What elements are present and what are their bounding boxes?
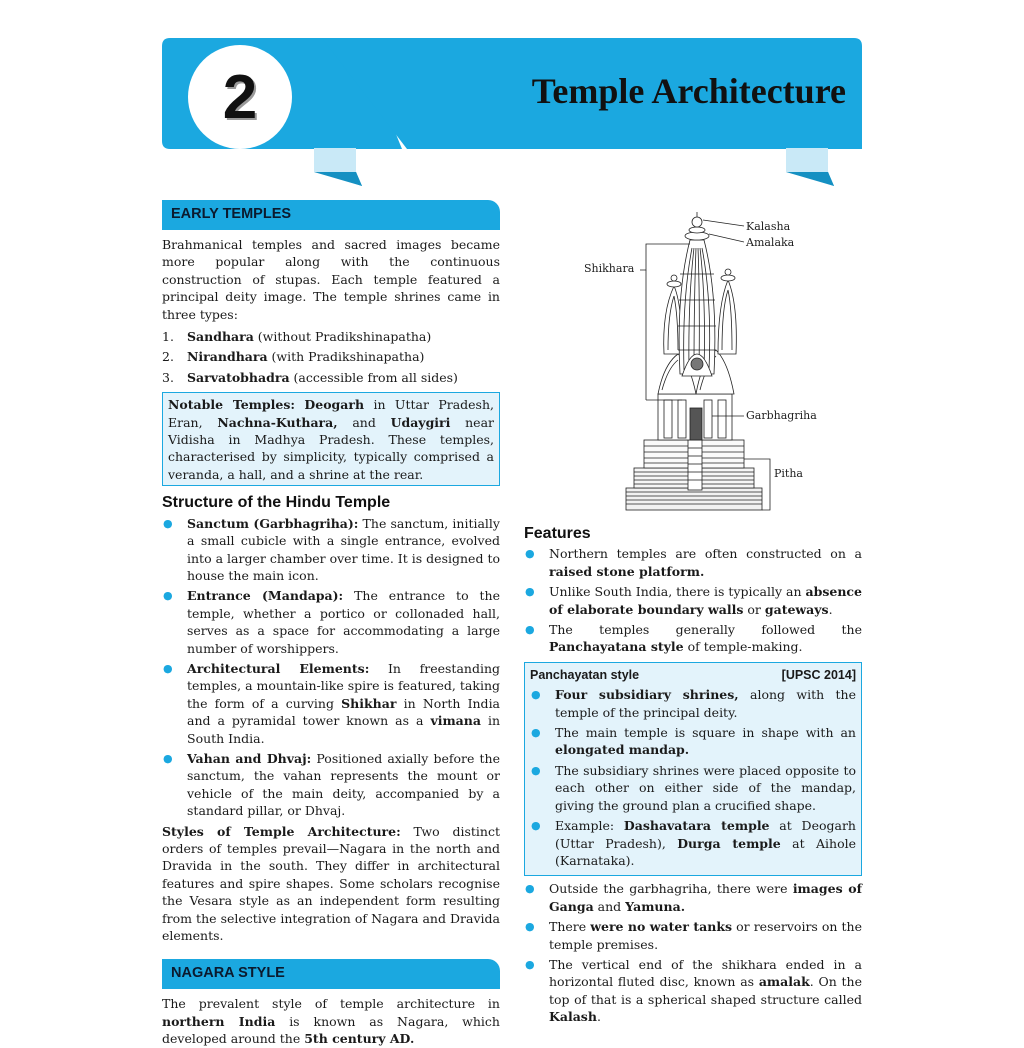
bullet-icon: ● xyxy=(525,882,535,896)
label-kalasha: Kalasha xyxy=(746,220,791,233)
bullet-icon: ● xyxy=(531,726,541,740)
nagara-paragraph: The prevalent style of temple architecture in northern India is known as Nagara, which developed around the 5th century AD. xyxy=(162,996,500,1047)
notable-temples-box: Notable Temples: Deogarh in Uttar Pradesh, Eran, Nachna-Kuthara, and Udaygiri near Vidisha in Madhya Pradesh. These temples, characterised by simplicity, typically comprised a veranda, a hall, and a shrine at the rear. xyxy=(162,392,500,486)
right-column xyxy=(524,525,862,1029)
bullet-icon: ● xyxy=(525,547,535,561)
upsc-tag: [UPSC 2014] xyxy=(781,667,856,682)
structure-heading: Structure of the Hindu Temple xyxy=(162,494,391,512)
list-item: ● The main temple is square in shape with an elongated mandap. xyxy=(531,725,856,758)
bullet-icon: ● xyxy=(163,589,173,603)
bullet-icon: ● xyxy=(163,661,173,675)
ribbon-right xyxy=(784,148,836,188)
nagara-temple-diagram xyxy=(578,204,818,520)
list-item: ● The temples generally followed the Panchayatana style of temple-making. xyxy=(525,622,862,655)
styles-paragraph: Styles of Temple Architecture: Two distinct orders of temples prevail—Nagara in the north and Dravida in the south. They differ in architectural features and spire shapes. Some scholars recognise the Vesara style as an independent form resulting from the selective integration of Nagara and Dravida elements. xyxy=(162,823,500,944)
list-item: ● Vahan and Dhvaj: Positioned axially before the sanctum, the vahan represents the mount or vehicle of the main deity, accompanied by a standard pillar, or Dhvaj. xyxy=(163,750,500,819)
chapter-number: 2 xyxy=(222,62,258,132)
list-item: ● Four subsidiary shrines, along with the temple of the principal deity. xyxy=(531,687,856,720)
bullet-icon: ● xyxy=(525,920,535,934)
list-item: ● Example: Dashavatara temple at Deogarh (Uttar Pradesh), Durga temple at Aihole (Karnataka). xyxy=(531,818,856,868)
panchayatan-style-box xyxy=(524,662,862,876)
chapter-title: Temple Architecture xyxy=(531,71,846,111)
bullet-icon: ● xyxy=(525,585,535,599)
list-item: ● The subsidiary shrines were placed opposite to each other on either side of the mandap, giving the ground plan a crucified shape. xyxy=(531,762,856,813)
bullet-icon: ● xyxy=(531,688,541,702)
chapter-number-badge xyxy=(188,45,292,149)
features-list xyxy=(524,545,862,655)
section-heading-early-temples: EARLY TEMPLES xyxy=(162,200,500,230)
list-item: ● Sanctum (Garbhagriha): The sanctum, initially a small cubicle with a single entrance, evolved into a larger chamber over time. It is designed to house the main icon. xyxy=(163,515,500,583)
left-column xyxy=(162,200,500,1048)
bullet-icon: ● xyxy=(531,763,541,777)
bullet-icon: ● xyxy=(525,957,535,971)
section-heading-nagara-style: NAGARA STYLE xyxy=(162,959,500,989)
list-item: 2. Nirandhara (with Pradikshinapatha) xyxy=(162,349,425,365)
features-heading: Features xyxy=(524,525,591,542)
early-temples-intro: Brahmanical temples and sacred images became more popular along with the continuous construction of stupas. Each temple featured a principal deity image. The temple shrines came in three types: xyxy=(162,237,500,322)
list-item: ● Northern temples are often constructed on a raised stone platform. xyxy=(525,546,862,579)
shrine-types-list xyxy=(162,328,500,386)
list-item: 3. Sarvatobhadra (accessible from all sides) xyxy=(162,369,458,385)
list-item: ● Outside the garbhagriha, there were images of Ganga and Yamuna. xyxy=(525,881,863,914)
bullet-icon: ● xyxy=(531,819,541,833)
list-item: ● There were no water tanks or reservoirs on the temple premises. xyxy=(525,919,863,952)
list-item: 1. Sandhara (without Pradikshinapatha) xyxy=(162,329,432,345)
label-pitha: Pitha xyxy=(774,467,803,480)
bullet-icon: ● xyxy=(163,516,173,530)
list-item: ● Entrance (Mandapa): The entrance to the temple, whether a portico or collonaded hall, serves as a space for accommodating a large number of worshippers. xyxy=(163,588,500,656)
label-amalaka: Amalaka xyxy=(746,236,795,249)
list-item: ● The vertical end of the shikhara ended in a horizontal fluted disc, known as amalak. On the top of that is a spherical shaped structure called Kalash. xyxy=(525,956,862,1025)
features-more-list xyxy=(524,880,862,1025)
panchayatan-box-header xyxy=(530,667,856,684)
list-item: ● Unlike South India, there is typically an absence of elaborate boundary walls or gateways. xyxy=(525,584,862,617)
bullet-icon: ● xyxy=(163,751,173,765)
chapter-banner xyxy=(162,38,862,149)
ribbon-left xyxy=(312,148,364,188)
structure-list xyxy=(162,515,500,820)
label-garbhagriha: Garbhagriha xyxy=(746,409,817,422)
panchayatan-box-title: Panchayatan style xyxy=(530,667,640,682)
panchayatan-list xyxy=(530,686,856,869)
list-item: ● Architectural Elements: In freestanding temples, a mountain-like spire is featured, taking the form of a curving Shikhar in North India and a pyramidal tower known as a vimana in South India. xyxy=(163,660,501,746)
label-shikhara: Shikhara xyxy=(584,262,635,275)
bullet-icon: ● xyxy=(525,623,535,637)
